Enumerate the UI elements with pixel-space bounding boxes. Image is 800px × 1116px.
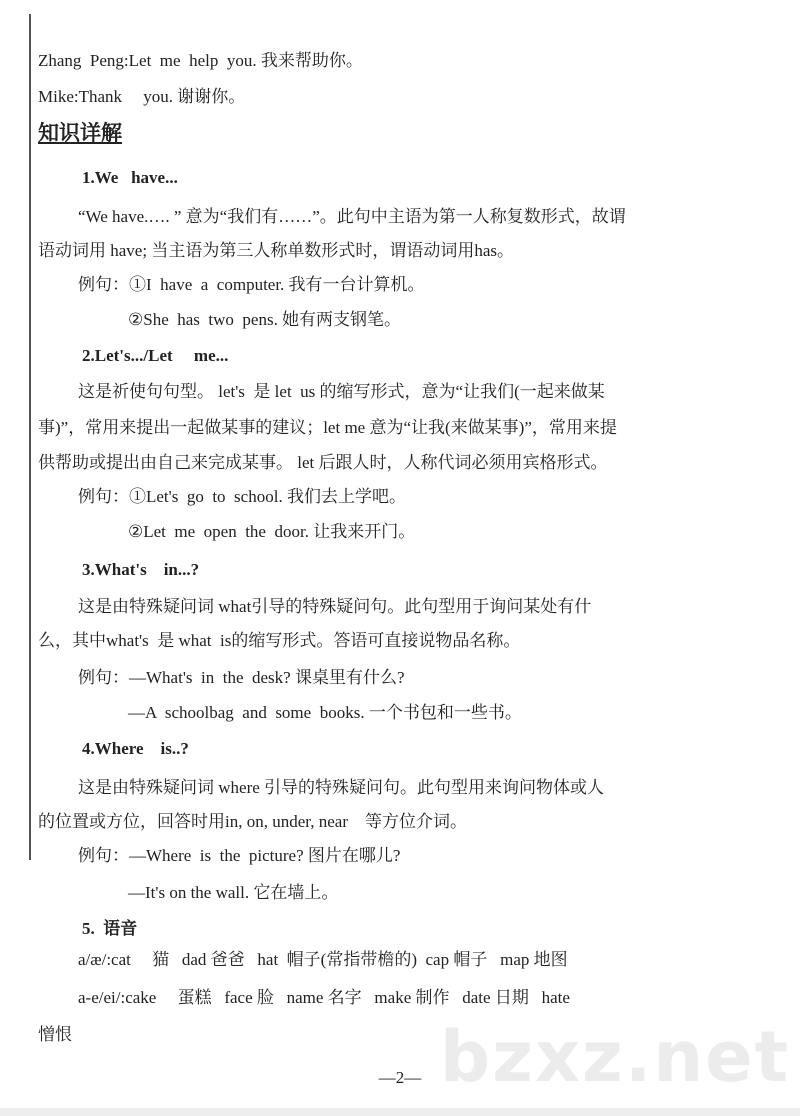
example-line: ②Let me open the door. 让我来开门。 [128, 522, 416, 541]
page-edge [0, 1108, 800, 1116]
phonics-line: 憎恨 [38, 1025, 72, 1044]
body-line: 的位置或方位，回答时用in, on, under, near 等方位介词。 [38, 812, 468, 831]
page-number: —2— [378, 1068, 422, 1087]
body-line: 语动词用 have; 当主语为第三人称单数形式时，谓语动词用has。 [38, 241, 514, 260]
body-line: 供帮助或提出由自己来完成某事。 let 后跟人时，人称代词必须用宾格形式。 [38, 453, 608, 472]
example-line: —It's on the wall. 它在墙上。 [128, 883, 339, 902]
example-line: —A schoolbag and some books. 一个书包和一些书。 [128, 703, 522, 722]
item-heading: 4.Where is..? [82, 739, 189, 758]
watermark: bzxz.net [440, 1016, 791, 1098]
example-line: ②She has two pens. 她有两支钢笔。 [128, 310, 402, 329]
body-line: 这是由特殊疑问词 what引导的特殊疑问句。此句型用于询问某处有什 [78, 597, 592, 616]
dialogue-line: Mike:Thank you. 谢谢你。 [38, 87, 246, 106]
phonics-line: a/æ/:cat 猫 dad 爸爸 hat 帽子(常指带檐的) cap 帽子 map 地图 [78, 950, 568, 969]
example-line: 例句：—What's in the desk? 课桌里有什么? [78, 668, 405, 687]
phonics-line: a-e/ei/:cake 蛋糕 face 脸 name 名字 make 制作 date 日期 hate [78, 988, 570, 1007]
item-heading: 2.Let's.../Let me... [82, 346, 229, 365]
example-line: 例句：—Where is the picture? 图片在哪儿? [78, 846, 401, 865]
section-title: 知识详解 [38, 121, 122, 145]
margin-rule [29, 14, 31, 860]
dialogue-line: Zhang Peng:Let me help you. 我来帮助你。 [38, 51, 363, 70]
body-line: “We have.…. ” 意为“我们有……”。此句中主语为第一人称复数形式，故谓 [78, 207, 626, 226]
body-line: 事)”，常用来提出一起做某事的建议；let me 意为“让我(来做某事)”，常用来提 [38, 418, 617, 437]
body-line: 这是祈使句句型。 let's 是 let us 的缩写形式，意为“让我们(一起来做某 [78, 382, 605, 401]
example-line: 例句：①Let's go to school. 我们去上学吧。 [78, 487, 406, 506]
phonics-heading: 5. 语音 [82, 919, 138, 938]
body-line: 这是由特殊疑问词 where 引导的特殊疑问句。此句型用来询问物体或人 [78, 778, 605, 797]
example-line: 例句：①I have a computer. 我有一台计算机。 [78, 275, 425, 294]
body-line: 么，其中what's 是 what is的缩写形式。答语可直接说物品名称。 [38, 631, 521, 650]
item-heading: 3.What's in...? [82, 560, 200, 579]
item-heading: 1.We have... [82, 168, 178, 187]
